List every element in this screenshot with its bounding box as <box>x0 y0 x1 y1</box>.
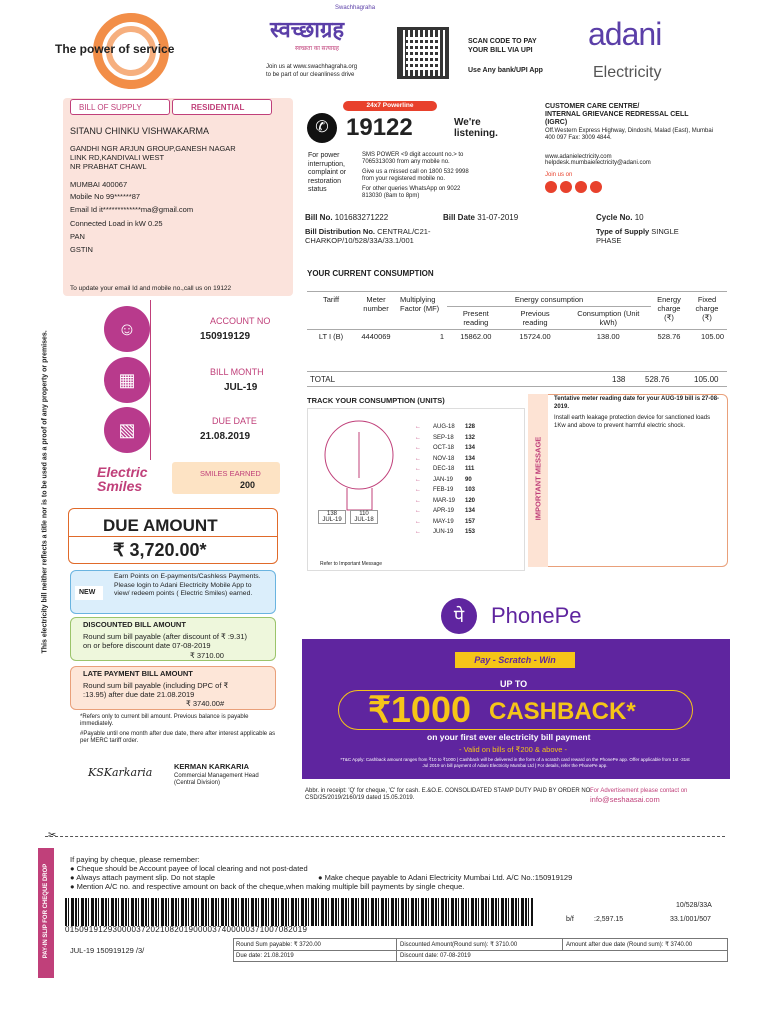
powerline-slogan2: listening. <box>454 128 498 139</box>
powerline-number[interactable]: 19122 <box>346 114 413 141</box>
arrow-icon: ← <box>415 434 421 441</box>
history-month: NOV-18 <box>433 455 455 462</box>
cycle-no: Cycle No. 10 <box>596 213 644 222</box>
cashback-label: CASHBACK* <box>489 698 636 725</box>
care-address: Off.Western Express Highway, Dindoshi, Malad (East), Mumbai 400 097 Fax: 3009 4844. <box>545 128 714 141</box>
track-title: TRACK YOUR CONSUMPTION (UNITS) <box>307 396 445 405</box>
consumption-title: YOUR CURRENT CONSUMPTION <box>307 269 434 278</box>
slip-ref2: 33.1/001/507 <box>670 916 711 923</box>
due-date: 21.08.2019 <box>200 431 251 442</box>
powerline-tag: 24x7 Powerline <box>343 101 437 111</box>
arrow-icon: ← <box>415 476 421 483</box>
col-tariff: Tariff <box>322 295 340 304</box>
powerline-left: For power interruption, complaint or restoration status <box>308 152 347 193</box>
swachhagraha-sub: स्वच्छता का सत्याग्रह <box>295 46 339 52</box>
bill-distribution: Bill Distribution No. CENTRAL/C21-CHARKOP/10/528/33A/33.1/001 <box>305 227 431 245</box>
discounted-amount: ₹ 3710.00 <box>190 651 224 660</box>
history-row <box>415 485 515 496</box>
slip-due-date: Due date: 21.08.2019 <box>236 953 294 959</box>
arrow-icon: ← <box>415 518 421 525</box>
track-note: Refer to Important Message <box>320 561 382 567</box>
slip-bullets: ● Cheque should be Account payee of local clearing and not post-dated ● Always attach payment slip. Do not staple ● Mention A/C no. and respective amount on back of the cheque,when making multiple bill payments by single cheque. <box>70 864 465 891</box>
divider <box>396 938 397 962</box>
arrow-icon: ← <box>415 424 421 431</box>
history-units: 103 <box>465 487 476 494</box>
supply-type: Type of Supply SINGLE PHASE <box>596 227 679 245</box>
round-sum: Round Sum payable: ₹ 3720.00 <box>236 942 321 948</box>
scissors-icon: ✂ <box>48 830 57 841</box>
phonepe-tc: *T&C Apply: Cashback amount ranges from ₹10 to ₹1000 | Cashback will be delivered in the form of a scratch card reward on the PhonePe app. Offer applicable from 1st -31st Jul 2019 on bill payment of Adani Electricity Mumbai Ltd | For details, refer the PhonePe app. <box>340 757 690 768</box>
history-month: SEP-18 <box>433 434 454 441</box>
slip-ref1: 10/528/33A <box>676 902 712 909</box>
total-units: 138 <box>612 375 626 384</box>
history-month: AUG-18 <box>433 424 455 431</box>
history-row <box>415 422 515 433</box>
history-units: 134 <box>465 455 476 462</box>
history-units: 157 <box>465 518 476 525</box>
payment-barcode <box>65 898 533 926</box>
col-echarge: Energy charge (₹) <box>657 295 681 322</box>
connected-load: Connected Load in kW 0.25 <box>70 219 163 228</box>
signatory-title2: (Central Division) <box>174 780 221 786</box>
new-tag: NEW <box>75 586 103 600</box>
tagline: The power of service <box>55 42 175 56</box>
address-line4: MUMBAI 400067 <box>70 180 128 189</box>
col-previous: Previous reading <box>520 309 550 327</box>
abbr-note: Abbr. in receipt: 'Q' for cheque, 'C' for cash. E.&O.E. CONSOLIDATED STAMP DUTY PAID BY ORDER NO. CSD/25/2019/2160/19 dated 15.05.2019. <box>305 788 593 801</box>
history-month: APR-19 <box>433 508 455 515</box>
pan: PAN <box>70 232 85 241</box>
history-units: 111 <box>465 466 475 473</box>
social-icons <box>545 181 602 193</box>
divider <box>233 950 728 951</box>
update-note: To update your email Id and mobile no.,call us on 19122 <box>70 285 232 292</box>
due-amount-label: DUE AMOUNT <box>103 516 218 535</box>
history-month: JAN-19 <box>433 476 454 483</box>
last-year-bar: 110 JUL-18 <box>350 510 378 524</box>
arrow-icon: ← <box>415 445 421 452</box>
smiles-label: SMILES EARNED <box>200 469 261 478</box>
swachhagraha-logo: स्वच्छाग्रह <box>270 18 345 43</box>
phonepe-upto: UP TO <box>500 679 528 689</box>
history-list <box>415 422 515 538</box>
bill-date: Bill Date 31-07-2019 <box>443 213 519 222</box>
col-present: Present reading <box>462 309 489 327</box>
cut-line <box>45 836 725 837</box>
scan-line1: SCAN CODE TO PAY <box>468 38 537 45</box>
col-cons: Consumption (Unit kWh) <box>577 309 640 327</box>
history-row <box>415 496 515 507</box>
bill-of-supply-label: BILL OF SUPPLY <box>70 99 170 115</box>
slip-bullet4: ● Make cheque payable to Adani Electricity Mumbai Ltd. A/C No.:150919129 <box>318 873 573 882</box>
slip-discount-date: Discount date: 07-08-2019 <box>400 953 471 959</box>
history-month: OCT-18 <box>433 445 455 452</box>
phonepe-line1: on your first ever electricity bill payment <box>427 732 591 742</box>
bill-month-label: BILL MONTH <box>210 367 264 377</box>
history-units: 134 <box>465 508 476 515</box>
youtube-icon[interactable] <box>575 181 587 193</box>
powerline-slogan1: We're <box>454 117 481 128</box>
note-1: *Refers only to current bill amount. Previous balance is payable immediately. <box>80 714 249 727</box>
late-amount: ₹ 3740.00# <box>186 699 225 708</box>
upi-qr-code[interactable] <box>397 27 449 79</box>
account-number: 150919129 <box>200 331 251 342</box>
scan-line3: Use Any bank/UPI App <box>468 67 543 74</box>
history-month: DEC-18 <box>433 466 455 473</box>
divider <box>307 371 727 372</box>
powerline-right: SMS POWER <9 digit account no.> to 7065313030 from any mobile no. Give us a missed call on 1800 532 9998 from your registered mobile no. For other queries WhatsApp on 9022 813030 (8am to 8pm) <box>362 152 469 199</box>
history-month: MAR-19 <box>433 497 456 504</box>
col-energy: Energy consumption <box>447 293 651 307</box>
col-meter: Meter number <box>363 295 389 313</box>
important-label: IMPORTANT MESSAGE <box>533 436 543 521</box>
current-bars <box>318 510 378 524</box>
calendar-icon: ▦ <box>104 357 150 403</box>
col-fixed: Fixed charge (₹) <box>695 295 719 322</box>
swachhagraha-line1: Join us at www.swachhagraha.org <box>266 64 358 70</box>
phonepe-tagline: Pay - Scratch - Win <box>455 652 575 668</box>
divider <box>307 291 727 292</box>
col-mf: Multiplying Factor (MF) <box>400 295 440 313</box>
discounted-title: DISCOUNTED BILL AMOUNT <box>83 620 186 629</box>
address-line1: GANDHI NGR ARJUN GROUP,GANESH NAGAR <box>70 144 236 153</box>
due-amount-value: ₹ 3,720.00* <box>113 540 207 560</box>
customer-name: SITANU CHINKU VISHWAKARMA <box>70 126 210 136</box>
barcode-number: 015091912930000372021082019000037400000371007082019 <box>65 925 308 934</box>
history-units: 90 <box>465 476 472 483</box>
gstin: GSTIN <box>70 245 93 254</box>
address-line3: NR PRABHAT CHAWL <box>70 162 147 171</box>
bf-value: :2,597.15 <box>594 916 624 923</box>
bulb-graphic <box>312 410 422 560</box>
join-us-label: Join us on <box>545 172 573 178</box>
bf-label: b/f <box>566 916 574 923</box>
history-units: 120 <box>465 497 476 504</box>
signatory-name: KERMAN KARKARIA <box>174 762 249 771</box>
important-messages: Tentative meter reading date for your AUG-19 bill is 27-08-2019. Install earth leakage protection device for sanctioned loads 1Kw and above to prevent harmful electric shock. <box>554 396 720 429</box>
total-fixed: 105.00 <box>694 375 719 384</box>
care-title: CUSTOMER CARE CENTRE/ INTERNAL GRIEVANCE REDRESSAL CELL (IGRC) <box>545 103 689 126</box>
new-text: Earn Points on E-payments/Cashless Payments. Please login to Adani Electricity Mobile App to view/ redeem points ( Electric Smiles) earned. <box>114 573 261 597</box>
discount-amount: Discounted Amount(Round sum): ₹ 3710.00 <box>400 942 518 948</box>
note-2: #Payable until one month after due date, there after interest applicable as per MERC tariff order. <box>80 731 276 744</box>
current-month-bar: 138 JUL-19 <box>318 510 346 524</box>
history-row <box>415 475 515 486</box>
phone-icon: ✆ <box>307 113 337 143</box>
total-energy: 528.76 <box>645 375 670 384</box>
history-month: JUN-19 <box>433 529 454 536</box>
facebook-icon[interactable] <box>545 181 557 193</box>
history-units: 128 <box>465 424 476 431</box>
cashback-amount: ₹1000 <box>368 689 471 730</box>
smiles-logo-line1: Electric <box>97 464 148 480</box>
late-text: Round sum bill payable (including DPC of ₹ :13.95) after due date 21.08.2019 <box>83 681 229 699</box>
email-id: Email Id it*************ma@gmail.com <box>70 205 194 214</box>
divider <box>307 386 727 387</box>
discounted-text: Round sum bill payable (after discount of ₹ :9.31) on or before discount date 07-08-2019 <box>83 632 248 650</box>
care-web[interactable]: www.adanielectricity.com <box>545 154 612 160</box>
ad-line1: For Advertisement please contact on <box>590 788 688 794</box>
history-units: 153 <box>465 529 476 536</box>
history-row <box>415 517 515 528</box>
care-mail[interactable]: helpdesk.mumbaielectricity@adani.com <box>545 160 651 166</box>
smiles-logo-line2: Smiles <box>97 478 143 494</box>
arrow-icon: ← <box>415 497 421 504</box>
phonepe-line2: - Valid on bills of ₹200 & above - <box>459 745 568 754</box>
phonepe-brand: PhonePe <box>491 603 582 628</box>
user-icon: ☺ <box>104 306 150 352</box>
divider <box>68 536 278 537</box>
history-row <box>415 433 515 444</box>
bill-no: Bill No. 101683271222 <box>305 213 389 222</box>
slip-side-label: PAY-IN SLIP FOR CHEQUE DROP <box>43 863 49 959</box>
linkedin-icon[interactable] <box>590 181 602 193</box>
divider <box>562 938 563 950</box>
history-row <box>415 506 515 517</box>
history-row <box>415 464 515 475</box>
arrow-icon: ← <box>415 466 421 473</box>
divider <box>150 300 151 460</box>
ad-line2[interactable]: info@seshaasai.com <box>590 795 660 804</box>
swachhagraha-line2: to be part of our cleanliness drive <box>266 72 355 78</box>
slip-month-account: JUL-19 150919129 /3/ <box>70 946 145 955</box>
phonepe-logo-icon: पे <box>441 598 477 634</box>
due-date-label: DUE DATE <box>212 416 257 426</box>
history-units: 134 <box>465 445 476 452</box>
account-label: ACCOUNT NO <box>210 316 271 326</box>
side-note: This electricity bill neither reflects a title nor is to be used as a proof of any property or premises. <box>41 330 49 654</box>
late-title: LATE PAYMENT BILL AMOUNT <box>83 669 193 678</box>
arrow-icon: ← <box>415 508 421 515</box>
swachhagraha-super: Swachhagraha <box>335 5 376 11</box>
smiles-earned: 200 <box>240 480 256 490</box>
smiles-box <box>172 462 280 494</box>
twitter-icon[interactable] <box>560 181 572 193</box>
arrow-icon: ← <box>415 487 421 494</box>
due-calendar-icon: ▧ <box>104 407 150 453</box>
after-due-amount: Amount after due date (Round sum): ₹ 3740.00 <box>566 942 693 948</box>
history-month: FEB-19 <box>433 487 454 494</box>
arrow-icon: ← <box>415 455 421 462</box>
company-sub: Electricity <box>593 64 662 81</box>
mobile-number: Mobile No 99******87 <box>70 192 141 201</box>
history-month: MAY-19 <box>433 518 454 525</box>
history-row <box>415 454 515 465</box>
address-line2: LINK RD,KANDIVALI WEST <box>70 153 165 162</box>
signature: KSKarkaria <box>88 766 153 779</box>
history-row <box>415 443 515 454</box>
table-row: LT I (B) 4440069 1 15862.00 15724.00 138.00 528.76 105.00 <box>307 330 727 344</box>
history-units: 132 <box>465 434 476 441</box>
bill-month: JUL-19 <box>224 382 258 393</box>
total-label: TOTAL <box>310 375 336 384</box>
company-logo: adani <box>588 16 662 52</box>
consumption-table <box>307 293 727 343</box>
history-row <box>415 527 515 538</box>
signatory-title1: Commercial Management Head <box>174 773 259 779</box>
scan-line2: YOUR BILL VIA UPI <box>468 47 533 54</box>
slip-heading: If paying by cheque, please remember: <box>70 855 200 864</box>
arrow-icon: ← <box>415 529 421 536</box>
residential-label: RESIDENTIAL <box>172 99 272 115</box>
